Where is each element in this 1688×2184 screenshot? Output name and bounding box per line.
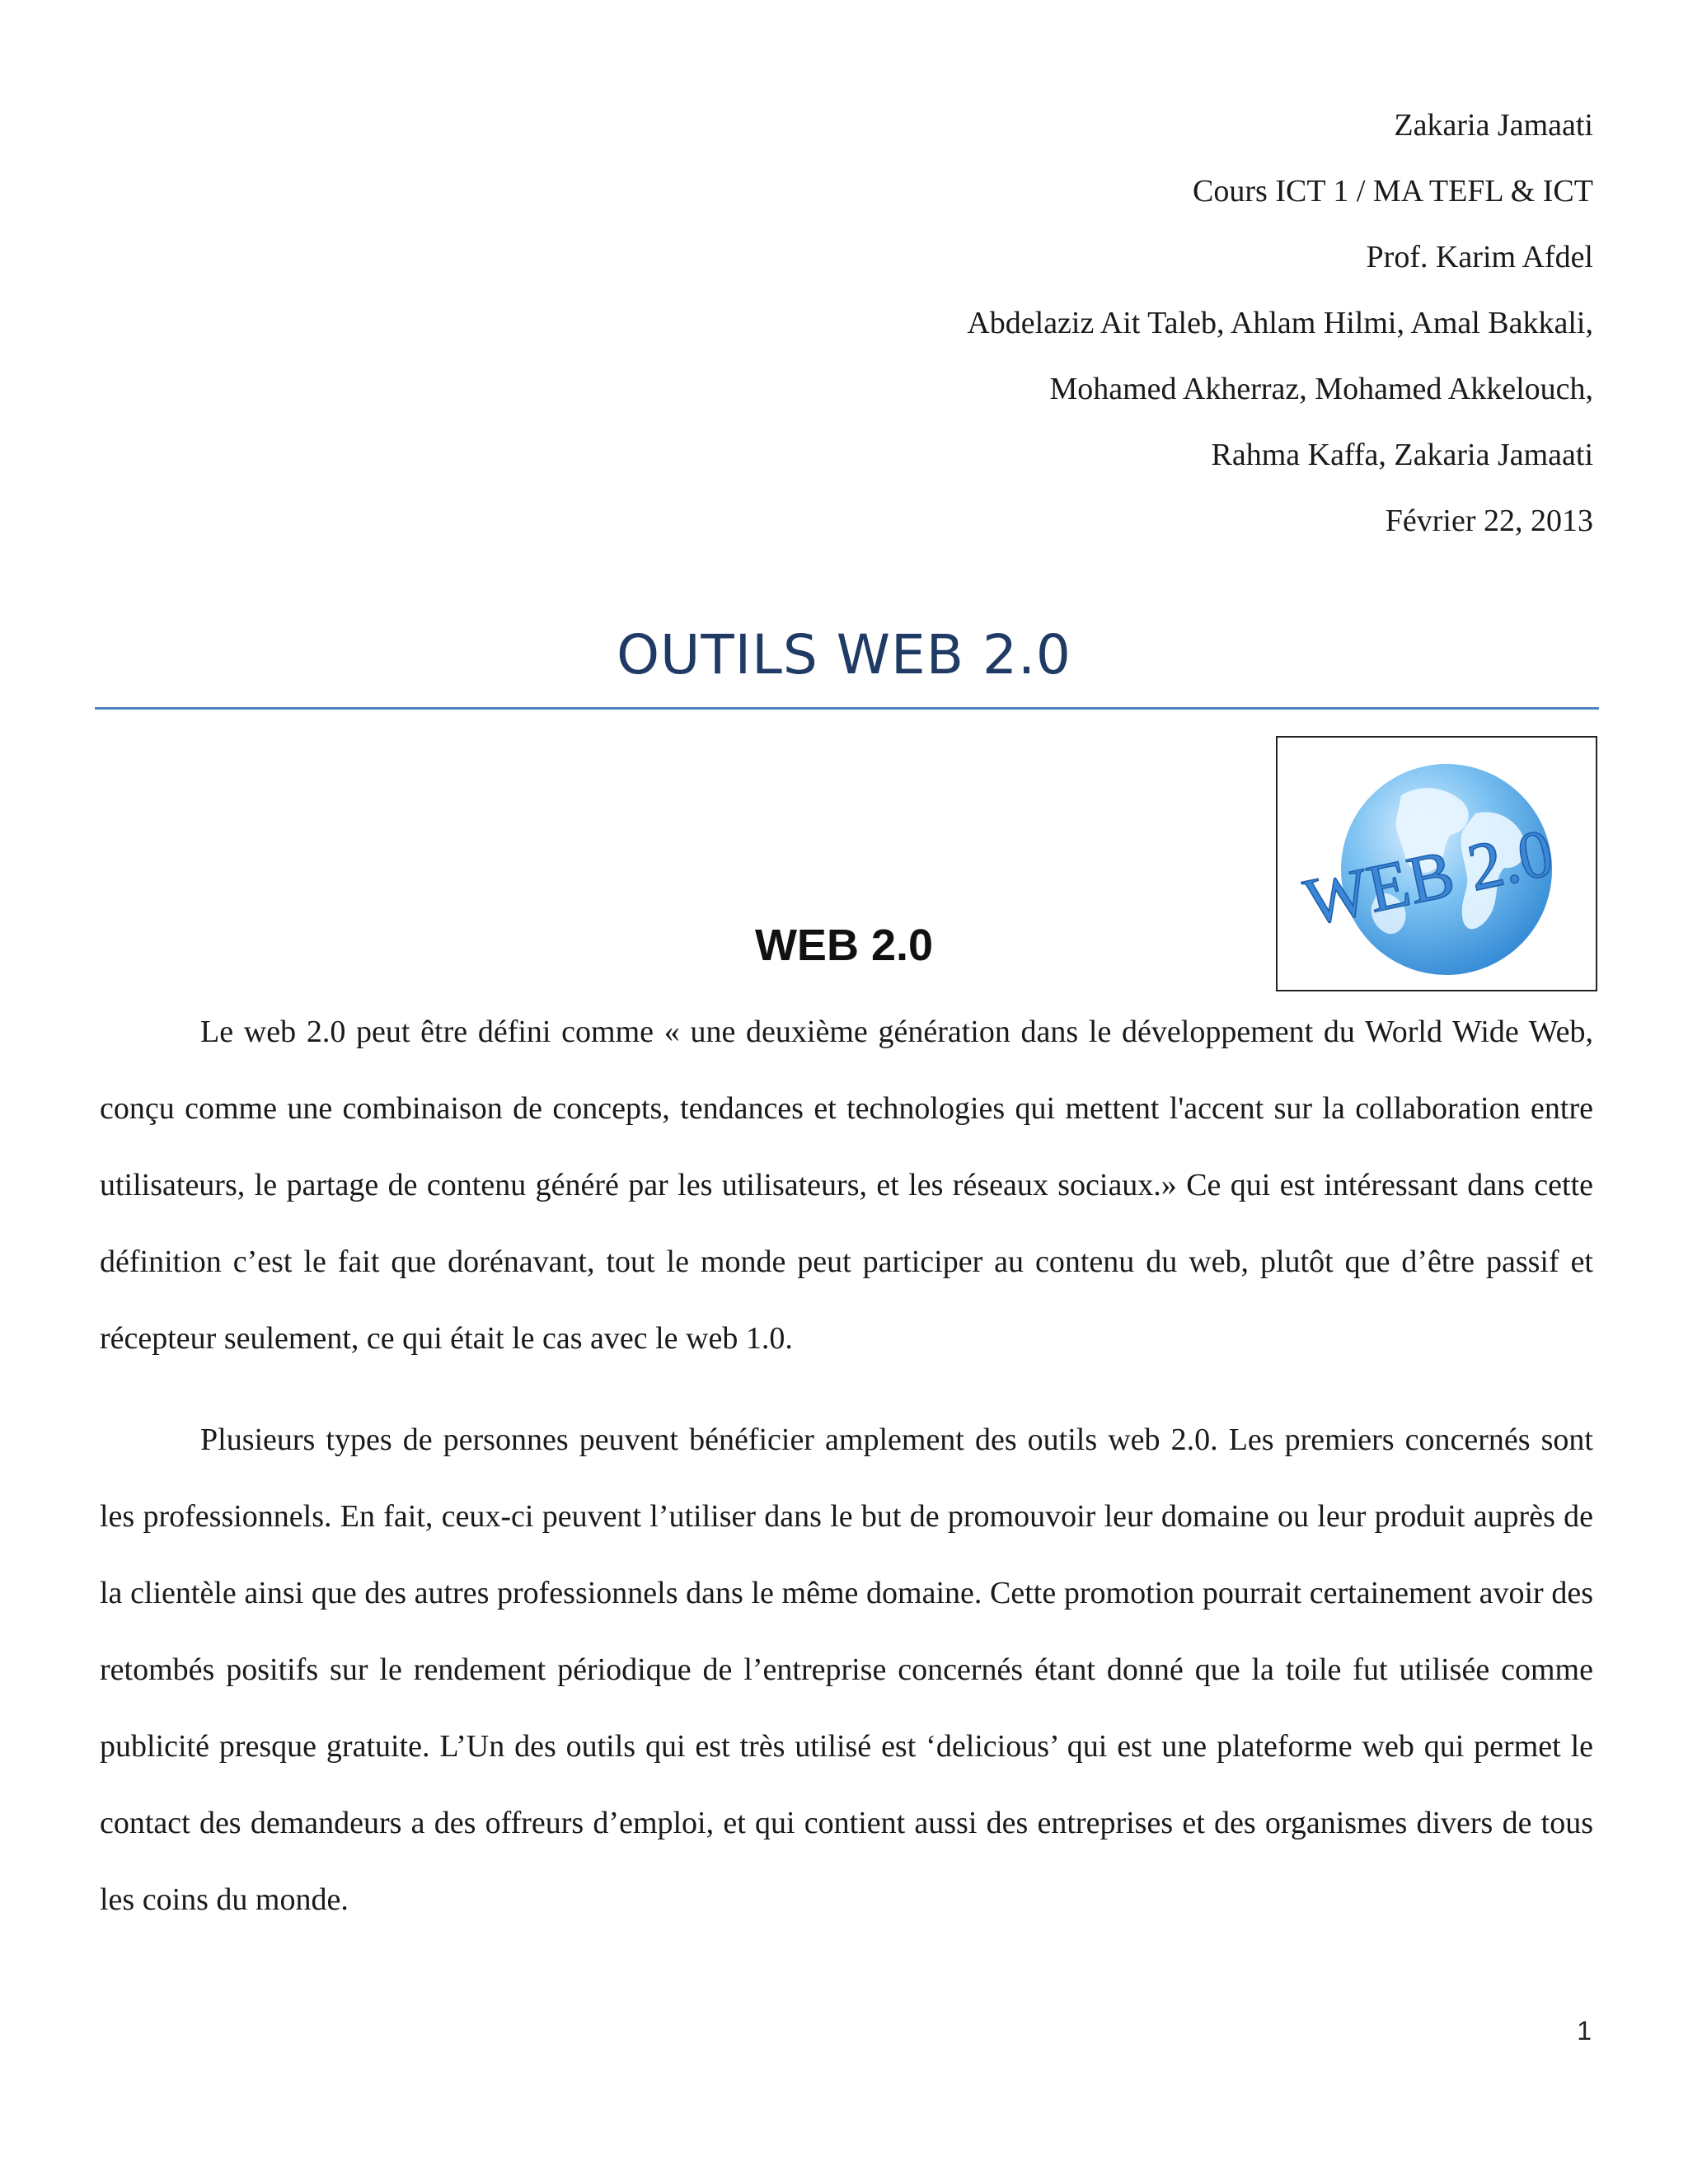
paragraph-professionals: Plusieurs types de personnes peuvent bénéficier amplement des outils web 2.0. Les premiers concernés sont les professionnels. En fait, ceux-ci peuvent l’utiliser dans le but de promouvoir leur domaine ou leur produit auprès de la clientèle ainsi que des autres professionnels dans le même domaine. Cette promotion pourrait certainement avoir des retombés positifs sur le rendement périodique de l’entreprise concernés étant donné que la toile fut utilisée comme publicité presque gratuite. L’Un des outils qui est très utilisé est ‘delicious’ qui est une plateforme web qui permet le contact des demandeurs a des offreurs d’emploi, et qui contient aussi des entreprises et des organismes divers de tous les coins du monde. xyxy=(100,1422,1593,1917)
header-line-group-1: Abdelaziz Ait Taleb, Ahlam Hilmi, Amal Bakkali, xyxy=(967,306,1593,340)
header-line-professor: Prof. Karim Afdel xyxy=(1366,240,1593,274)
header-line-group-2: Mohamed Akherraz, Mohamed Akkelouch, xyxy=(1049,372,1593,406)
paragraph-definition: Le web 2.0 peut être défini comme « une deuxième génération dans le développement du World Wide Web, conçu comme une combinaison de concepts, tendances et technologies qui mettent l'accent sur la collaboration entre utilisateurs, le partage de contenu généré par les utilisateurs, et les réseaux sociaux.» Ce qui est intéressant dans cette définition c’est le fait que dorénavant, tout le monde peut participer au contenu du web, plutôt que d’être passif et récepteur seulement, ce qui était le cas avec le web 1.0. xyxy=(100,1015,1593,1356)
header-line-group-3: Rahma Kaffa, Zakaria Jamaati xyxy=(1211,438,1593,472)
header-line-student: Zakaria Jamaati xyxy=(1394,108,1593,143)
header-line-date: Février 22, 2013 xyxy=(1385,504,1593,538)
page-number: 1 xyxy=(1577,2016,1592,2046)
title-divider xyxy=(95,707,1599,710)
document-title: OUTILS WEB 2.0 xyxy=(617,623,1071,687)
section-heading: WEB 2.0 xyxy=(754,921,934,970)
logo-text: WEB 2.0 xyxy=(1297,814,1560,940)
author-header xyxy=(967,92,1593,554)
header-line-course: Cours ICT 1 / MA TEFL & ICT xyxy=(1193,174,1593,209)
